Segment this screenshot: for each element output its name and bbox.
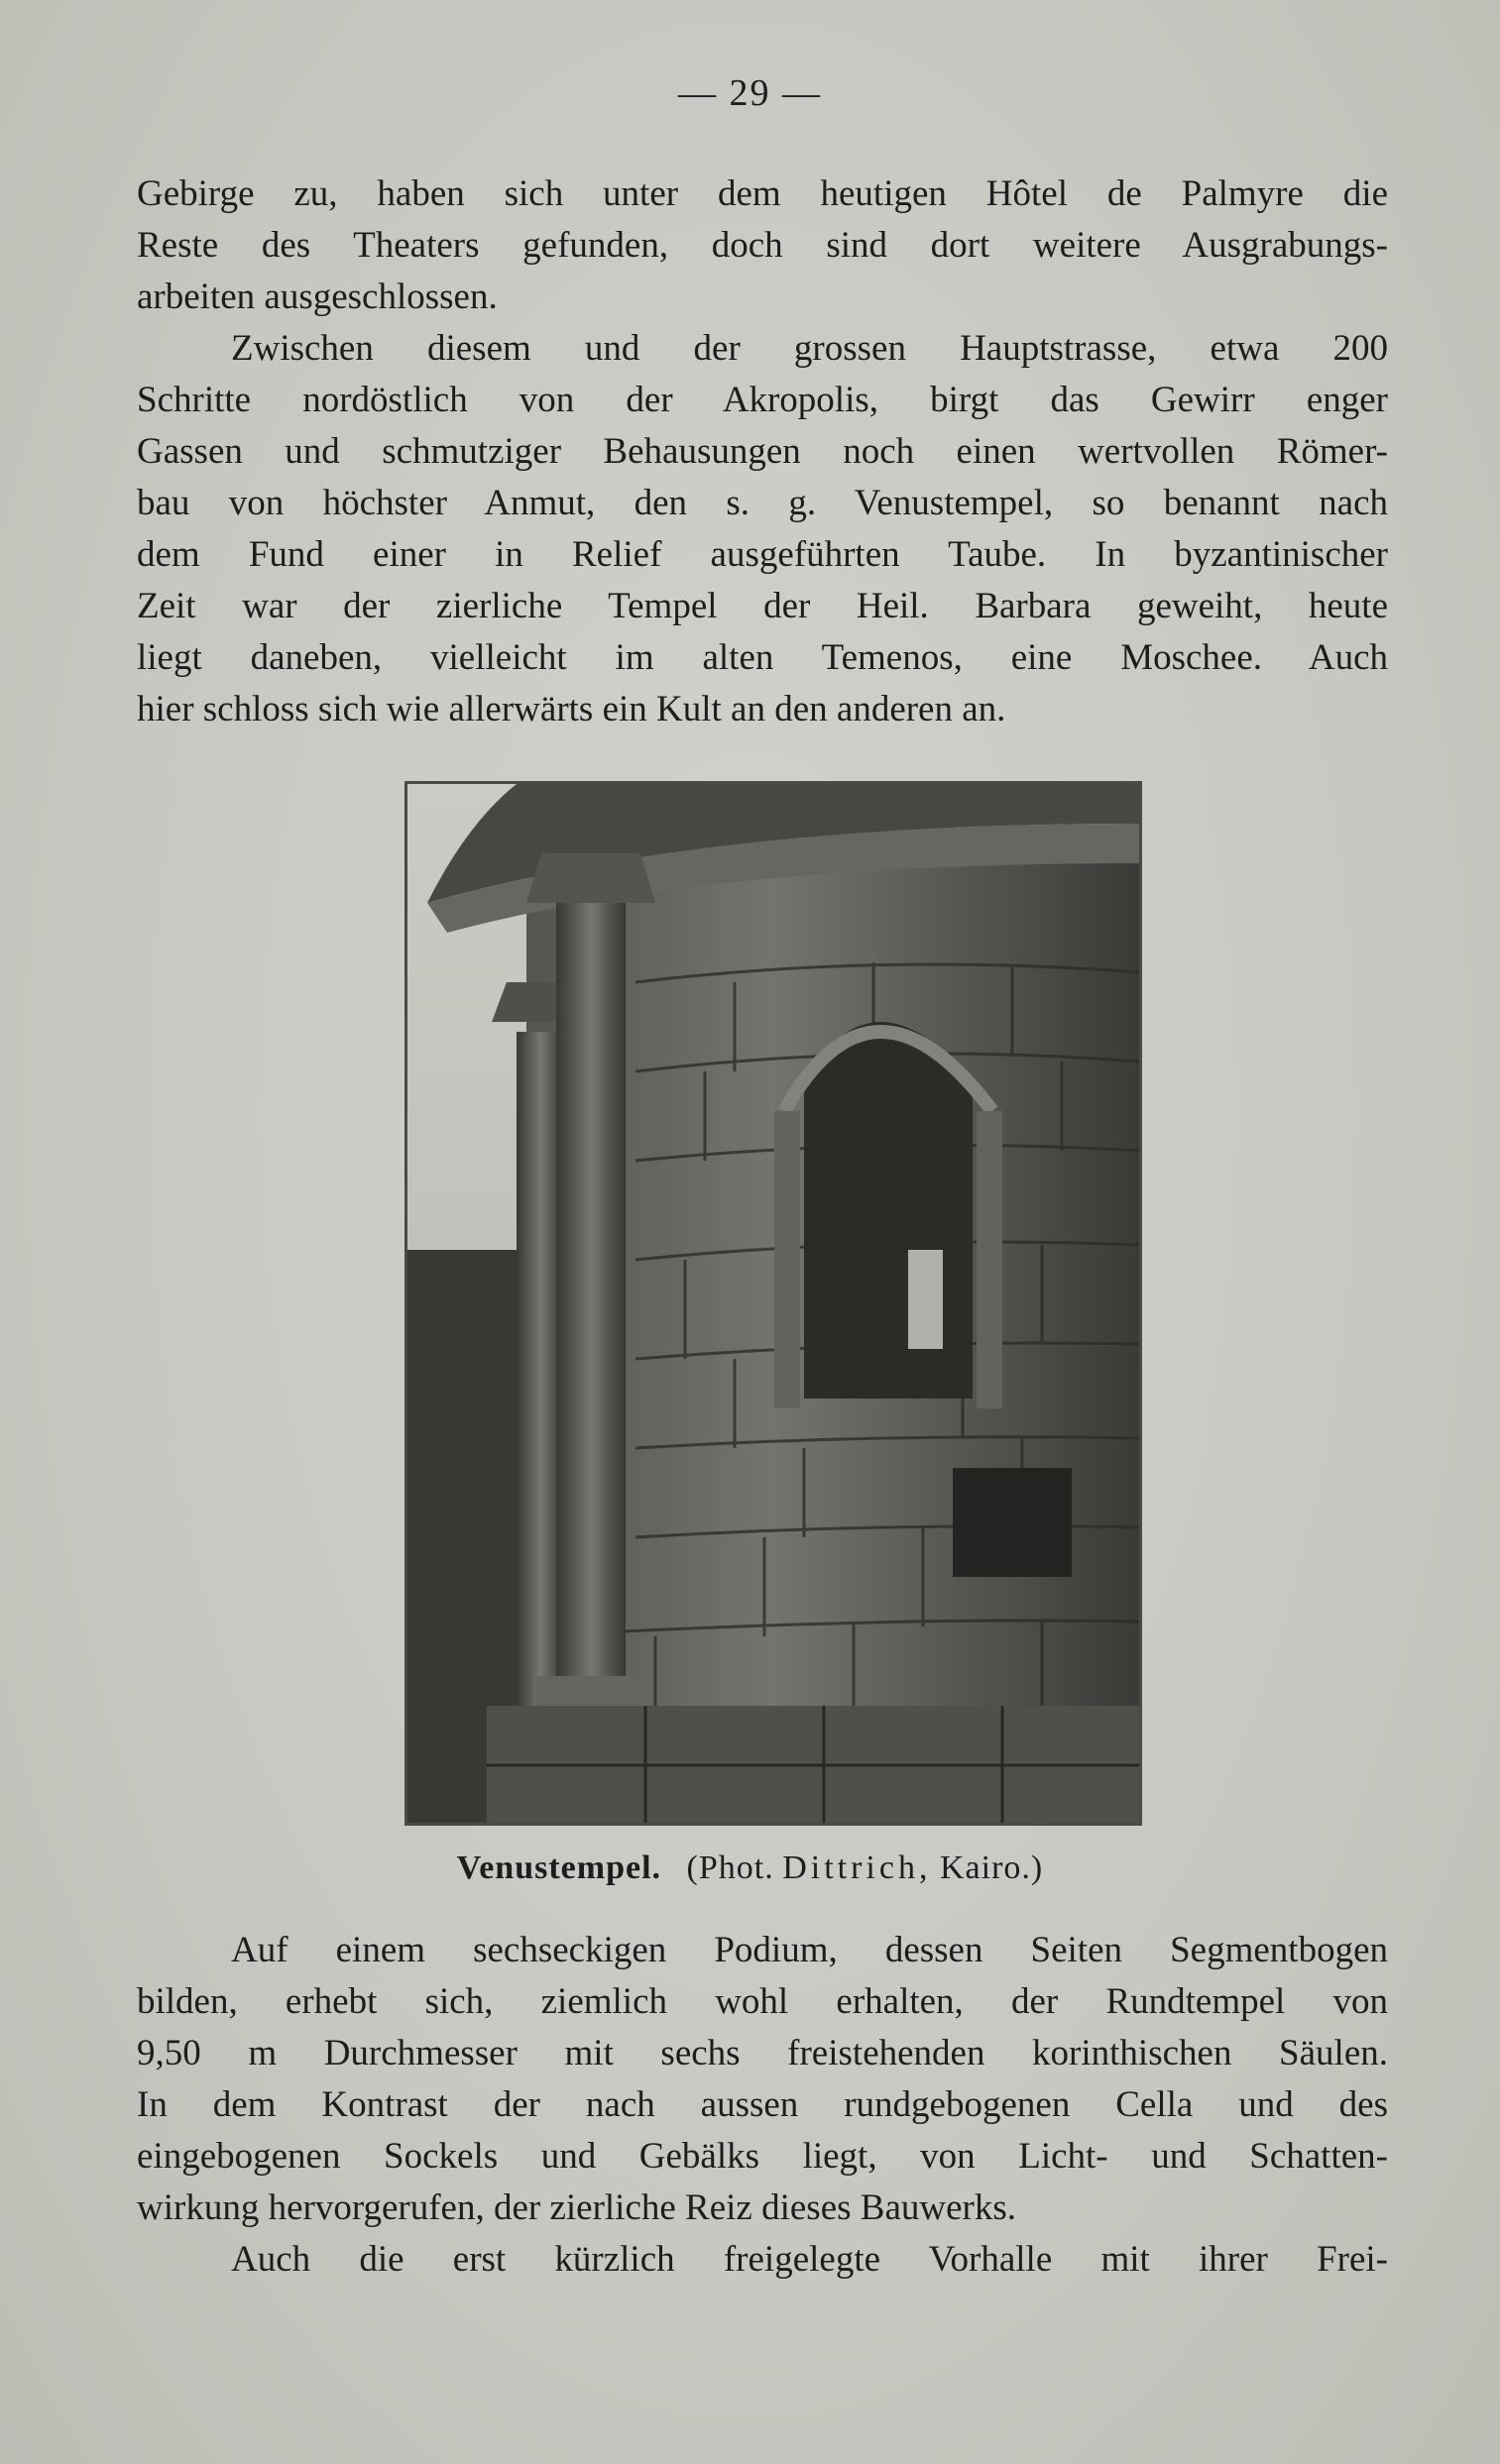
paragraph-venustempel (137, 323, 1388, 735)
text-line: hier schloss sich wie allerwärts ein Kult an den anderen an. (137, 689, 1006, 729)
text-line: liegt daneben, vielleicht im alten Temenos, eine Moschee. Auch (137, 637, 1388, 678)
text-line: Schritte nordöstlich von der Akropolis, birgt das Gewirr enger (137, 380, 1388, 420)
caption-title: Venustempel. (456, 1849, 662, 1886)
page-number: — 29 — (678, 72, 822, 114)
text-line: eingebogenen Sockels und Gebälks liegt, von Licht- und Schatten- (137, 2136, 1388, 2177)
paragraph-vorhalle (137, 2234, 1388, 2286)
caption-credit-place: Kairo.) (939, 1849, 1044, 1886)
figure-caption (0, 1849, 1500, 1887)
paragraph-theater (137, 168, 1388, 323)
text-line: Gassen und schmutziger Behausungen noch einen wertvollen Römer- (137, 431, 1388, 472)
text-line: Reste des Theaters gefunden, doch sind dort weitere Ausgrabungs- (137, 225, 1388, 266)
caption-credit-name: Dittrich, (782, 1849, 932, 1886)
temple-photo (404, 781, 1142, 1826)
text-line: Gebirge zu, haben sich unter dem heutigen Hôtel de Palmyre die (137, 173, 1388, 214)
text-line: wirkung hervorgerufen, der zierliche Reiz dieses Bauwerks. (137, 2187, 1016, 2228)
text-line: Zeit war der zierliche Tempel der Heil. Barbara geweiht, heute (137, 586, 1388, 626)
caption-credit-open: (Phot. (686, 1849, 774, 1886)
text-line (137, 1925, 1388, 1976)
text-line: arbeiten ausgeschlossen. (137, 277, 498, 317)
text-line: 9,50 m Durchmesser mit sechs freistehenden korinthischen Säulen. (137, 2033, 1388, 2073)
text-line: dem Fund einer in Relief ausgeführten Taube. In byzantinischer (137, 534, 1388, 575)
text-line: bilden, erhebt sich, ziemlich wohl erhalten, der Rundtempel von (137, 1981, 1388, 2022)
text-line: bau von höchster Anmut, den s. g. Venustempel, so benannt nach (137, 483, 1388, 523)
text-line (137, 323, 1388, 375)
temple-photo-icon (407, 784, 1139, 1823)
text-line-content: Zwischen diesem und der grossen Hauptstrasse, etwa 200 (231, 328, 1388, 369)
text-line-content: Auf einem sechseckigen Podium, dessen Seiten Segmentbogen (231, 1930, 1388, 1970)
paragraph-rundtempel (137, 1925, 1388, 2234)
text-line: In dem Kontrast der nach aussen rundgebogenen Cella und des (137, 2084, 1388, 2125)
text-line (137, 2234, 1388, 2286)
text-line-content: Auch die erst kürzlich freigelegte Vorhalle mit ihrer Frei- (231, 2239, 1388, 2280)
